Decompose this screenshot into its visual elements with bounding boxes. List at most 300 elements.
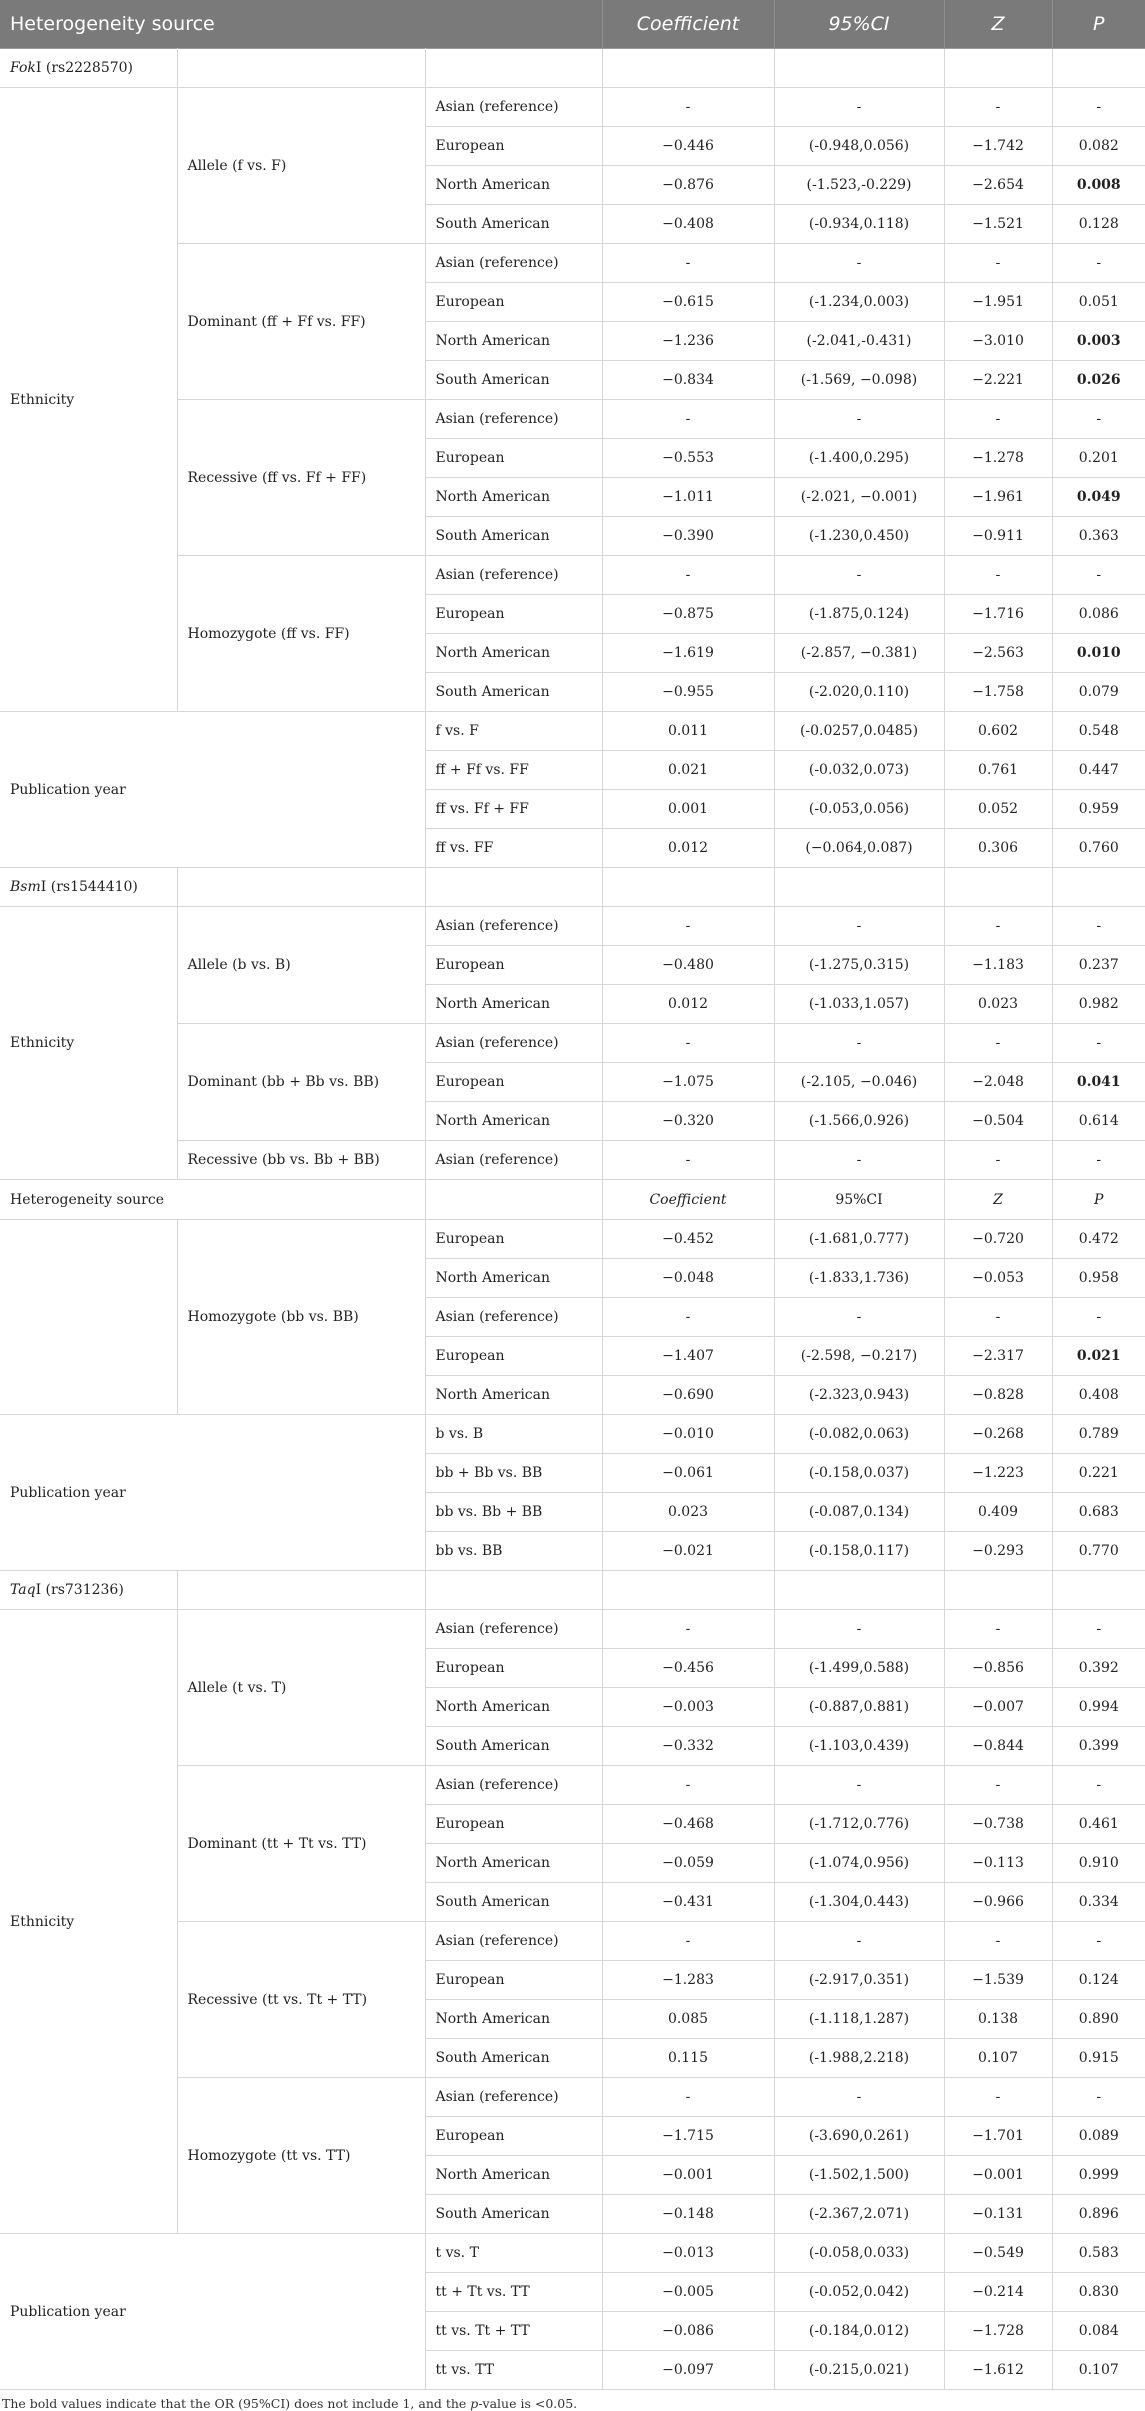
ci-cell: (-1.566,0.926): [774, 1102, 944, 1141]
z-cell: −0.001: [944, 2156, 1052, 2195]
p-cell: 0.999: [1052, 2156, 1145, 2195]
ci-cell: (-2.105, −0.046): [774, 1063, 944, 1102]
z-cell: −0.720: [944, 1220, 1052, 1259]
z-cell: 0.023: [944, 985, 1052, 1024]
coefficient-cell: -: [602, 556, 774, 595]
z-cell: −2.048: [944, 1063, 1052, 1102]
coefficient-cell: −0.452: [602, 1220, 774, 1259]
z-cell: -: [944, 907, 1052, 946]
p-cell: 0.447: [1052, 751, 1145, 790]
p-cell: 0.959: [1052, 790, 1145, 829]
p-cell: 0.008: [1052, 166, 1145, 205]
coefficient-cell: −0.005: [602, 2273, 774, 2312]
ci-cell: (-3.690,0.261): [774, 2117, 944, 2156]
subgroup-cell: European: [425, 1961, 602, 2000]
ci-cell: (-1.569, −0.098): [774, 361, 944, 400]
gene-variant: I (rs731236): [35, 1582, 124, 1598]
coefficient-cell: −0.001: [602, 2156, 774, 2195]
subgroup-cell: South American: [425, 1727, 602, 1766]
coefficient-cell: −1.619: [602, 634, 774, 673]
subgroup-cell: Asian (reference): [425, 1298, 602, 1337]
genetic-model-cell: Homozygote (tt vs. TT): [177, 2078, 425, 2234]
p-cell: 0.237: [1052, 946, 1145, 985]
coefficient-cell: −0.875: [602, 595, 774, 634]
p-cell: 0.472: [1052, 1220, 1145, 1259]
coefficient-cell: −0.468: [602, 1805, 774, 1844]
z-cell: −2.654: [944, 166, 1052, 205]
z-cell: 0.052: [944, 790, 1052, 829]
p-cell: 0.089: [1052, 2117, 1145, 2156]
coefficient-cell: −0.876: [602, 166, 774, 205]
z-cell: −0.113: [944, 1844, 1052, 1883]
empty-cell: [602, 868, 774, 907]
subgroup-cell: Asian (reference): [425, 907, 602, 946]
z-cell: 0.306: [944, 829, 1052, 868]
subgroup-cell: Asian (reference): [425, 1024, 602, 1063]
subgroup-cell: South American: [425, 673, 602, 712]
subgroup-cell: b vs. B: [425, 1415, 602, 1454]
coefficient-cell: −0.320: [602, 1102, 774, 1141]
p-cell: 0.583: [1052, 2234, 1145, 2273]
z-cell: −0.293: [944, 1532, 1052, 1571]
p-cell: -: [1052, 400, 1145, 439]
coefficient-cell: −0.003: [602, 1688, 774, 1727]
ci-cell: -: [774, 1298, 944, 1337]
subgroup-cell: South American: [425, 1883, 602, 1922]
p-cell: 0.958: [1052, 1259, 1145, 1298]
z-cell: −0.131: [944, 2195, 1052, 2234]
subgroup-cell: ff + Ff vs. FF: [425, 751, 602, 790]
z-cell: −0.738: [944, 1805, 1052, 1844]
gene-variant: I (rs2228570): [35, 60, 134, 76]
coefficient-cell: 0.115: [602, 2039, 774, 2078]
coefficient-cell: −1.715: [602, 2117, 774, 2156]
p-cell: -: [1052, 1024, 1145, 1063]
gene-name-cell: [0, 868, 177, 907]
z-cell: −2.317: [944, 1337, 1052, 1376]
publication-year-cell: Publication year: [0, 2234, 425, 2390]
z-cell: −1.728: [944, 2312, 1052, 2351]
p-cell: -: [1052, 556, 1145, 595]
empty-cell: [602, 1571, 774, 1610]
subgroup-cell: North American: [425, 1259, 602, 1298]
subgroup-cell: tt vs. TT: [425, 2351, 602, 2390]
subgroup-cell: ff vs. Ff + FF: [425, 790, 602, 829]
subgroup-cell: bb vs. BB: [425, 1532, 602, 1571]
ci-cell: (-2.041,-0.431): [774, 322, 944, 361]
p-cell: -: [1052, 1610, 1145, 1649]
z-cell: 0.761: [944, 751, 1052, 790]
p-cell: -: [1052, 244, 1145, 283]
z-cell: 0.409: [944, 1493, 1052, 1532]
table-row: [0, 1220, 1145, 1259]
table-body: [0, 49, 1145, 2390]
ci-cell: (-2.323,0.943): [774, 1376, 944, 1415]
ci-cell: (-0.0257,0.0485): [774, 712, 944, 751]
coefficient-cell: -: [602, 2078, 774, 2117]
z-cell: −1.951: [944, 283, 1052, 322]
empty-cell: [425, 868, 602, 907]
p-cell: 0.084: [1052, 2312, 1145, 2351]
p-cell: -: [1052, 1298, 1145, 1337]
z-cell: −1.539: [944, 1961, 1052, 2000]
header-p: P: [1052, 0, 1145, 49]
z-cell: −0.007: [944, 1688, 1052, 1727]
ci-cell: (-1.304,0.443): [774, 1883, 944, 1922]
coefficient-cell: −0.615: [602, 283, 774, 322]
coefficient-cell: −0.013: [602, 2234, 774, 2273]
subgroup-cell: European: [425, 595, 602, 634]
coefficient-cell: −1.011: [602, 478, 774, 517]
ci-cell: (-0.052,0.042): [774, 2273, 944, 2312]
p-cell: 0.408: [1052, 1376, 1145, 1415]
z-cell: -: [944, 1141, 1052, 1180]
z-cell: −0.966: [944, 1883, 1052, 1922]
z-cell: -: [944, 88, 1052, 127]
coefficient-cell: −0.480: [602, 946, 774, 985]
coefficient-cell: -: [602, 907, 774, 946]
ci-cell: (-2.020,0.110): [774, 673, 944, 712]
coefficient-cell: −0.010: [602, 1415, 774, 1454]
ci-cell: (-1.712,0.776): [774, 1805, 944, 1844]
subgroup-cell: ff vs. FF: [425, 829, 602, 868]
z-cell: -: [944, 1610, 1052, 1649]
empty-cell: [944, 1571, 1052, 1610]
table-footnote: [0, 2390, 1145, 2411]
genetic-model-cell: Dominant (bb + Bb vs. BB): [177, 1024, 425, 1141]
coefficient-cell: −0.446: [602, 127, 774, 166]
coefficient-cell: -: [602, 1610, 774, 1649]
p-cell: 0.086: [1052, 595, 1145, 634]
p-cell: 0.082: [1052, 127, 1145, 166]
empty-cell: [1052, 868, 1145, 907]
subgroup-cell: North American: [425, 1688, 602, 1727]
subgroup-cell: European: [425, 1063, 602, 1102]
p-cell: -: [1052, 1922, 1145, 1961]
ci-cell: (-1.988,2.218): [774, 2039, 944, 2078]
subgroup-cell: North American: [425, 985, 602, 1024]
coefficient-cell: −0.390: [602, 517, 774, 556]
header-p: P: [1052, 1180, 1145, 1220]
coefficient-cell: 0.085: [602, 2000, 774, 2039]
p-cell: -: [1052, 907, 1145, 946]
coefficient-cell: 0.012: [602, 985, 774, 1024]
coefficient-cell: −0.059: [602, 1844, 774, 1883]
ci-cell: -: [774, 1141, 944, 1180]
coefficient-cell: −1.407: [602, 1337, 774, 1376]
p-cell: 0.789: [1052, 1415, 1145, 1454]
genetic-model-cell: Homozygote (ff vs. FF): [177, 556, 425, 712]
subgroup-cell: Asian (reference): [425, 2078, 602, 2117]
ci-cell: (-2.598, −0.217): [774, 1337, 944, 1376]
p-cell: 0.221: [1052, 1454, 1145, 1493]
subgroup-cell: bb + Bb vs. BB: [425, 1454, 602, 1493]
z-cell: −1.758: [944, 673, 1052, 712]
subgroup-cell: European: [425, 1220, 602, 1259]
z-cell: -: [944, 1024, 1052, 1063]
p-cell: -: [1052, 1766, 1145, 1805]
z-cell: −1.716: [944, 595, 1052, 634]
ci-cell: (-0.058,0.033): [774, 2234, 944, 2273]
repeated-header-row: [0, 1180, 1145, 1220]
z-cell: −0.214: [944, 2273, 1052, 2312]
subgroup-cell: North American: [425, 2156, 602, 2195]
coefficient-cell: -: [602, 244, 774, 283]
p-cell: 0.021: [1052, 1337, 1145, 1376]
subgroup-cell: European: [425, 1649, 602, 1688]
empty-cell: [425, 49, 602, 88]
subgroup-cell: European: [425, 127, 602, 166]
ci-cell: (-0.082,0.063): [774, 1415, 944, 1454]
coefficient-cell: −1.283: [602, 1961, 774, 2000]
coefficient-cell: 0.012: [602, 829, 774, 868]
ci-cell: (-1.681,0.777): [774, 1220, 944, 1259]
footnote-text-before: The bold values indicate that the OR (95%CI) does not include 1, and the: [2, 2396, 471, 2411]
ci-cell: (-0.887,0.881): [774, 1688, 944, 1727]
subgroup-cell: North American: [425, 2000, 602, 2039]
p-cell: 0.049: [1052, 478, 1145, 517]
empty-cell: [1052, 49, 1145, 88]
coefficient-cell: 0.001: [602, 790, 774, 829]
z-cell: -: [944, 556, 1052, 595]
genetic-model-cell: Recessive (tt vs. Tt + TT): [177, 1922, 425, 2078]
table-header-row: [0, 0, 1145, 49]
p-cell: 0.026: [1052, 361, 1145, 400]
coefficient-cell: 0.023: [602, 1493, 774, 1532]
ci-cell: (-1.118,1.287): [774, 2000, 944, 2039]
p-cell: 0.614: [1052, 1102, 1145, 1141]
genetic-model-cell: Homozygote (bb vs. BB): [177, 1220, 425, 1415]
ci-cell: (-0.032,0.073): [774, 751, 944, 790]
coefficient-cell: −1.075: [602, 1063, 774, 1102]
coefficient-cell: -: [602, 1766, 774, 1805]
p-cell: 0.079: [1052, 673, 1145, 712]
header-z: Z: [944, 0, 1052, 49]
subgroup-cell: South American: [425, 2195, 602, 2234]
empty-cell: [774, 868, 944, 907]
p-cell: 0.392: [1052, 1649, 1145, 1688]
z-cell: −1.961: [944, 478, 1052, 517]
z-cell: −1.521: [944, 205, 1052, 244]
genetic-model-cell: Recessive (bb vs. Bb + BB): [177, 1141, 425, 1180]
ci-cell: (-0.215,0.021): [774, 2351, 944, 2390]
subgroup-cell: European: [425, 2117, 602, 2156]
ci-cell: -: [774, 556, 944, 595]
p-cell: 0.107: [1052, 2351, 1145, 2390]
table-row: [0, 88, 1145, 127]
header-heterogeneity-source: Heterogeneity source: [0, 0, 602, 49]
ci-cell: (-0.934,0.118): [774, 205, 944, 244]
subgroup-cell: Asian (reference): [425, 1766, 602, 1805]
ci-cell: (-2.367,2.071): [774, 2195, 944, 2234]
p-cell: 0.770: [1052, 1532, 1145, 1571]
coefficient-cell: −0.431: [602, 1883, 774, 1922]
subgroup-cell: North American: [425, 166, 602, 205]
coefficient-cell: −0.086: [602, 2312, 774, 2351]
p-cell: 0.994: [1052, 1688, 1145, 1727]
subgroup-cell: t vs. T: [425, 2234, 602, 2273]
empty-cell: [425, 1180, 602, 1220]
gene-variant: I (rs1544410): [40, 879, 138, 895]
p-cell: 0.201: [1052, 439, 1145, 478]
genetic-model-cell: Recessive (ff vs. Ff + FF): [177, 400, 425, 556]
ci-cell: (-1.502,1.500): [774, 2156, 944, 2195]
header-z: Z: [944, 1180, 1052, 1220]
gene-name-cell: [0, 49, 177, 88]
p-cell: 0.760: [1052, 829, 1145, 868]
ci-cell: -: [774, 244, 944, 283]
gene-header-row: [0, 868, 1145, 907]
coefficient-cell: −1.236: [602, 322, 774, 361]
p-cell: 0.399: [1052, 1727, 1145, 1766]
ci-cell: (-2.917,0.351): [774, 1961, 944, 2000]
ci-cell: (-1.103,0.439): [774, 1727, 944, 1766]
ci-cell: (-1.875,0.124): [774, 595, 944, 634]
ci-cell: (-0.184,0.012): [774, 2312, 944, 2351]
ethnicity-cell: Ethnicity: [0, 907, 177, 1180]
ci-cell: (-1.230,0.450): [774, 517, 944, 556]
subgroup-cell: Asian (reference): [425, 556, 602, 595]
ci-cell: (-0.053,0.056): [774, 790, 944, 829]
p-cell: 0.041: [1052, 1063, 1145, 1102]
gene-name: Fok: [10, 60, 36, 76]
ci-cell: (-1.234,0.003): [774, 283, 944, 322]
z-cell: −1.701: [944, 2117, 1052, 2156]
p-cell: 0.915: [1052, 2039, 1145, 2078]
ci-cell: (-1.275,0.315): [774, 946, 944, 985]
header-coefficient: Coefficient: [602, 1180, 774, 1220]
ci-cell: -: [774, 1610, 944, 1649]
ci-cell: -: [774, 1024, 944, 1063]
coefficient-cell: −0.148: [602, 2195, 774, 2234]
subgroup-cell: European: [425, 283, 602, 322]
ci-cell: (-2.857, −0.381): [774, 634, 944, 673]
header-95ci: 95%CI: [774, 1180, 944, 1220]
ci-cell: (-1.400,0.295): [774, 439, 944, 478]
p-cell: 0.461: [1052, 1805, 1145, 1844]
subgroup-cell: European: [425, 1337, 602, 1376]
z-cell: −3.010: [944, 322, 1052, 361]
ci-cell: -: [774, 1922, 944, 1961]
z-cell: -: [944, 1766, 1052, 1805]
subgroup-cell: bb vs. Bb + BB: [425, 1493, 602, 1532]
z-cell: −1.742: [944, 127, 1052, 166]
coefficient-cell: −0.834: [602, 361, 774, 400]
z-cell: 0.107: [944, 2039, 1052, 2078]
coefficient-cell: −0.048: [602, 1259, 774, 1298]
ethnicity-cell: [0, 1220, 177, 1415]
ethnicity-cell: Ethnicity: [0, 1610, 177, 2234]
p-cell: 0.003: [1052, 322, 1145, 361]
z-cell: -: [944, 2078, 1052, 2117]
p-cell: 0.010: [1052, 634, 1145, 673]
coefficient-cell: −0.061: [602, 1454, 774, 1493]
p-cell: 0.910: [1052, 1844, 1145, 1883]
footnote-text-after: -value is <0.05.: [478, 2396, 578, 2411]
ci-cell: (-1.033,1.057): [774, 985, 944, 1024]
subgroup-cell: European: [425, 1805, 602, 1844]
z-cell: −0.549: [944, 2234, 1052, 2273]
table-row: [0, 2234, 1145, 2273]
subgroup-cell: Asian (reference): [425, 244, 602, 283]
gene-name: Bsm: [10, 879, 41, 895]
ci-cell: -: [774, 907, 944, 946]
subgroup-cell: European: [425, 946, 602, 985]
z-cell: −1.183: [944, 946, 1052, 985]
empty-cell: [774, 49, 944, 88]
coefficient-cell: −0.955: [602, 673, 774, 712]
ci-cell: (-0.948,0.056): [774, 127, 944, 166]
p-cell: 0.830: [1052, 2273, 1145, 2312]
subgroup-cell: North American: [425, 1844, 602, 1883]
subgroup-cell: North American: [425, 478, 602, 517]
p-cell: 0.051: [1052, 283, 1145, 322]
coefficient-cell: −0.456: [602, 1649, 774, 1688]
p-cell: 0.548: [1052, 712, 1145, 751]
coefficient-cell: −0.553: [602, 439, 774, 478]
z-cell: −0.053: [944, 1259, 1052, 1298]
empty-cell: [1052, 1571, 1145, 1610]
subgroup-cell: North American: [425, 634, 602, 673]
coefficient-cell: -: [602, 1024, 774, 1063]
p-cell: -: [1052, 2078, 1145, 2117]
z-cell: −2.221: [944, 361, 1052, 400]
p-cell: 0.683: [1052, 1493, 1145, 1532]
publication-year-cell: Publication year: [0, 712, 425, 868]
z-cell: -: [944, 1298, 1052, 1337]
genetic-model-cell: Allele (f vs. F): [177, 88, 425, 244]
z-cell: −2.563: [944, 634, 1052, 673]
empty-cell: [602, 49, 774, 88]
genetic-model-cell: Allele (b vs. B): [177, 907, 425, 1024]
z-cell: −0.828: [944, 1376, 1052, 1415]
z-cell: −0.911: [944, 517, 1052, 556]
publication-year-cell: Publication year: [0, 1415, 425, 1571]
subgroup-cell: South American: [425, 517, 602, 556]
ci-cell: (−0.064,0.087): [774, 829, 944, 868]
ci-cell: (-0.087,0.134): [774, 1493, 944, 1532]
z-cell: −0.844: [944, 1727, 1052, 1766]
p-cell: 0.334: [1052, 1883, 1145, 1922]
ci-cell: (-0.158,0.117): [774, 1532, 944, 1571]
subgroup-cell: South American: [425, 2039, 602, 2078]
subgroup-cell: Asian (reference): [425, 88, 602, 127]
p-cell: 0.982: [1052, 985, 1145, 1024]
table-row: [0, 712, 1145, 751]
z-cell: 0.602: [944, 712, 1052, 751]
ci-cell: (-2.021, −0.001): [774, 478, 944, 517]
subgroup-cell: Asian (reference): [425, 400, 602, 439]
ci-cell: (-1.523,-0.229): [774, 166, 944, 205]
empty-cell: [425, 1571, 602, 1610]
subgroup-cell: Asian (reference): [425, 1141, 602, 1180]
ci-cell: -: [774, 88, 944, 127]
subgroup-cell: South American: [425, 361, 602, 400]
empty-cell: [177, 1571, 425, 1610]
subgroup-cell: South American: [425, 205, 602, 244]
gene-name: Taq: [10, 1582, 36, 1598]
empty-cell: [944, 49, 1052, 88]
header-heterogeneity-source: Heterogeneity source: [0, 1180, 425, 1220]
z-cell: −0.504: [944, 1102, 1052, 1141]
coefficient-cell: −0.408: [602, 205, 774, 244]
z-cell: −1.223: [944, 1454, 1052, 1493]
gene-header-row: [0, 1571, 1145, 1610]
table-row: [0, 1610, 1145, 1649]
coefficient-cell: 0.011: [602, 712, 774, 751]
ci-cell: -: [774, 1766, 944, 1805]
empty-cell: [944, 868, 1052, 907]
